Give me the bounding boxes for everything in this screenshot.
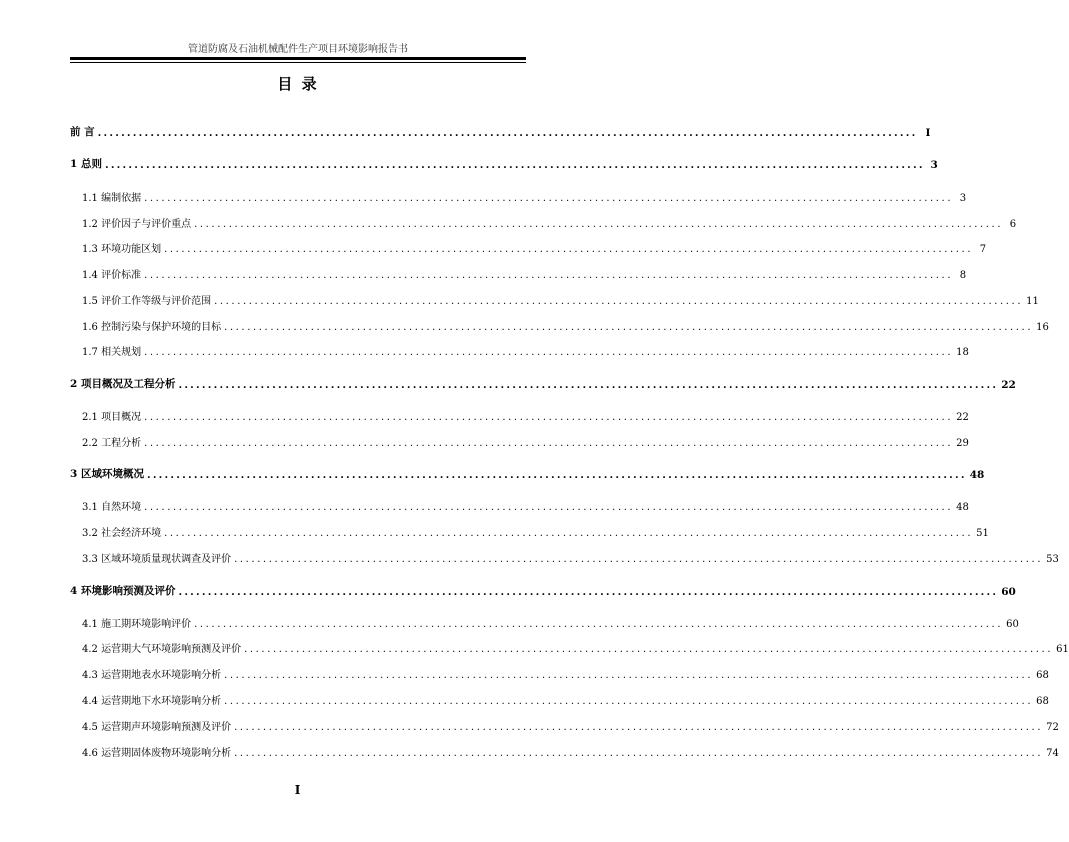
toc-entry-page: 8 <box>959 270 967 281</box>
toc-entry-label: 前 言 <box>70 126 95 138</box>
toc-entry-page: 61 <box>1056 644 1069 655</box>
toc-entry[interactable] <box>70 156 938 171</box>
toc-entry-page: 29 <box>956 438 969 449</box>
toc-entry-label: 3.2 社会经济环境 <box>82 528 162 539</box>
toc-entry[interactable] <box>70 466 985 481</box>
header-rule-thin <box>70 62 526 63</box>
toc-entry-page: 68 <box>1036 696 1049 707</box>
toc-entry-page: 72 <box>1046 722 1059 733</box>
toc-entry-label: 1.7 相关规划 <box>82 347 142 358</box>
toc-entry-label: 2.1 项目概况 <box>82 412 142 423</box>
toc-entry[interactable] <box>82 318 1049 333</box>
toc-entry[interactable] <box>82 524 989 539</box>
toc-entry[interactable] <box>82 550 1059 565</box>
toc-entry-page: 51 <box>976 528 989 539</box>
toc-entry[interactable] <box>82 408 969 423</box>
toc-leader-dots: ............................................................................................................................................ <box>234 722 1044 733</box>
toc-entry-label: 1.3 环境功能区划 <box>82 244 162 255</box>
toc-entry[interactable] <box>82 692 1049 707</box>
toc-leader-dots: ............................................................................................................................................ <box>224 322 1034 333</box>
toc-leader-dots: ............................................................................................................................................ <box>144 438 954 449</box>
page-title: 目 录 <box>277 75 319 93</box>
toc-entry[interactable] <box>82 292 1039 307</box>
toc-entry-page: 7 <box>979 244 987 255</box>
toc-entry[interactable] <box>82 744 1059 759</box>
running-header: 管道防腐及石油机械配件生产项目环境影响报告书 <box>188 44 408 55</box>
toc-entry[interactable] <box>70 376 1016 391</box>
toc-leader-dots: ............................................................................................................................................ <box>164 528 974 539</box>
toc-leader-dots: ............................................................................................................................................ <box>224 696 1034 707</box>
toc-entry[interactable] <box>70 124 931 139</box>
toc-entry-label: 4.5 运营期声环境影响预测及评价 <box>82 722 232 733</box>
toc-entry-page: 22 <box>1001 379 1016 391</box>
toc-entry-label: 1.2 评价因子与评价重点 <box>82 219 192 230</box>
toc-leader-dots: ............................................................................................................................................ <box>224 670 1034 681</box>
toc-leader-dots: ............................................................................................................................................ <box>234 748 1044 759</box>
toc-leader-dots: ............................................................................................................................................ <box>97 127 918 139</box>
toc-leader-dots: ............................................................................................................................................ <box>214 296 1024 307</box>
page-number: I <box>294 783 301 797</box>
toc-entry-label: 3.3 区域环境质量现状调查及评价 <box>82 554 232 565</box>
toc-leader-dots: ............................................................................................................................................ <box>194 619 1004 630</box>
toc-entry-label: 1.5 评价工作等级与评价范围 <box>82 296 212 307</box>
toc-leader-dots: ............................................................................................................................................ <box>178 379 999 391</box>
toc-entry[interactable] <box>82 215 1017 230</box>
toc-entry-label: 1 总则 <box>70 158 102 170</box>
toc-entry-label: 4.6 运营期固体废物环境影响分析 <box>82 748 232 759</box>
toc-entry-label: 1.4 评价标准 <box>82 270 142 281</box>
toc-entry-page: 3 <box>930 159 938 171</box>
toc-entry-label: 3 区域环境概况 <box>70 468 144 480</box>
toc-entry[interactable] <box>82 189 967 204</box>
toc-entry[interactable] <box>82 718 1059 733</box>
toc-entry[interactable] <box>82 640 1069 655</box>
toc-leader-dots: ............................................................................................................................................ <box>194 219 1004 230</box>
toc-entry[interactable] <box>82 343 969 358</box>
toc-entry-page: 6 <box>1009 219 1017 230</box>
toc-entry-page: 16 <box>1036 322 1049 333</box>
toc-entry-label: 1.1 编制依据 <box>82 193 142 204</box>
toc-leader-dots: ............................................................................................................................................ <box>164 244 974 255</box>
toc-entry[interactable] <box>82 240 987 255</box>
toc-entry-page: 53 <box>1046 554 1059 565</box>
toc-entry-label: 2 项目概况及工程分析 <box>70 378 176 390</box>
toc-entry-label: 4 环境影响预测及评价 <box>70 585 176 597</box>
toc-entry-page: 60 <box>1001 586 1016 598</box>
toc-entry-page: 74 <box>1046 748 1059 759</box>
toc-entry-page: 60 <box>1006 619 1019 630</box>
toc-leader-dots: ............................................................................................................................................ <box>144 412 954 423</box>
toc-entry[interactable] <box>82 498 969 513</box>
toc-entry-label: 4.1 施工期环境影响评价 <box>82 619 192 630</box>
toc-entry-page: 48 <box>969 469 985 481</box>
toc-leader-dots: ............................................................................................................................................ <box>244 644 1054 655</box>
toc-entry-page: 18 <box>956 347 969 358</box>
toc-entry[interactable] <box>82 615 1019 630</box>
toc-entry-page: 68 <box>1036 670 1049 681</box>
toc-entry-label: 2.2 工程分析 <box>82 438 142 449</box>
toc-entry-label: 3.1 自然环境 <box>82 502 142 513</box>
toc-entry-page: 3 <box>959 193 967 204</box>
toc-leader-dots: ............................................................................................................................................ <box>178 586 999 598</box>
toc-entry-label: 1.6 控制污染与保护环境的目标 <box>82 322 222 333</box>
toc-entry[interactable] <box>70 583 1016 598</box>
toc-entry-page: 22 <box>956 412 969 423</box>
toc-leader-dots: ............................................................................................................................................ <box>144 193 954 204</box>
toc-entry[interactable] <box>82 434 969 449</box>
toc-leader-dots: ............................................................................................................................................ <box>144 502 954 513</box>
toc-entry-page: I <box>925 127 931 139</box>
toc-entry[interactable] <box>82 266 967 281</box>
toc-leader-dots: ............................................................................................................................................ <box>144 347 954 358</box>
toc-entry-label: 4.3 运营期地表水环境影响分析 <box>82 670 222 681</box>
toc-leader-dots: ............................................................................................................................................ <box>144 270 954 281</box>
toc-entry-page: 48 <box>956 502 969 513</box>
toc-entry-label: 4.2 运营期大气环境影响预测及评价 <box>82 644 242 655</box>
toc-leader-dots: ............................................................................................................................................ <box>234 554 1044 565</box>
toc-leader-dots: ............................................................................................................................................ <box>146 469 967 481</box>
toc-entry-page: 11 <box>1026 296 1039 307</box>
header-rule-thick <box>70 57 526 60</box>
toc-entry-label: 4.4 运营期地下水环境影响分析 <box>82 696 222 707</box>
toc-leader-dots: ............................................................................................................................................ <box>104 159 925 171</box>
toc-entry[interactable] <box>82 666 1049 681</box>
